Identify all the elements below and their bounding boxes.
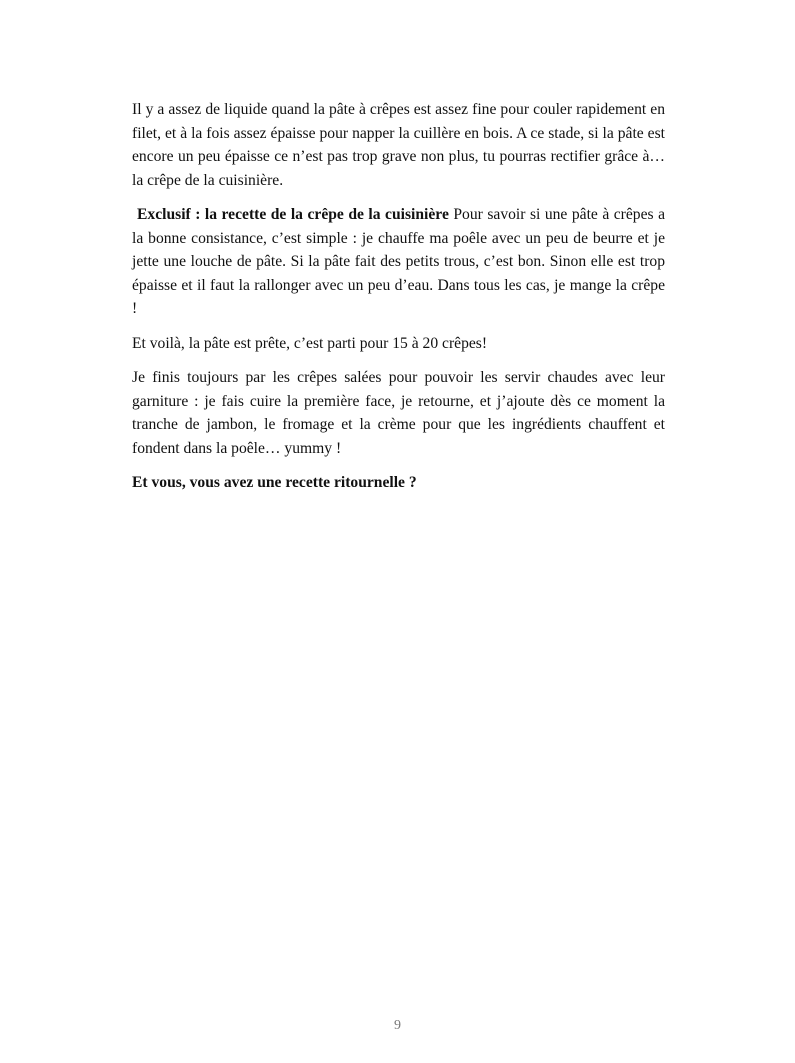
paragraph-savory-crepes: Je finis toujours par les crêpes salées pour pouvoir les servir chaudes avec leur garniture : je fais cuire la première face, je retourne, et j’ajoute dès ce moment la tranche de jambon, le fromage et la crème pour que les ingrédients chauffent et fondent dans la poêle… yummy !	[132, 369, 665, 457]
closing-question: Et vous, vous avez une recette ritournelle ?	[132, 474, 417, 491]
paragraph-cook-crepe	[132, 203, 665, 321]
exclusive-heading: Exclusif : la recette de la crêpe de la cuisinière	[137, 206, 449, 223]
exclusive-body: Pour savoir si une pâte à crêpes a la bonne consistance, c’est simple : je chauffe ma poêle avec un peu de beurre et je jette une louche de pâte. Si la pâte fait des petits trous, c’est bon. Sinon elle est trop épaisse et il faut la rallonger avec un peu d’eau. Dans tous les cas, je mange la crêpe !	[132, 206, 665, 317]
page-body	[132, 98, 665, 506]
paragraph-batter-ready: Et voilà, la pâte est prête, c’est parti pour 15 à 20 crêpes!	[132, 334, 488, 352]
paragraph-liquid-consistency: Il y a assez de liquide quand la pâte à crêpes est assez fine pour couler rapidement en filet, et à la fois assez épaisse pour napper la cuillère en bois. A ce stade, si la pâte est encore un peu épaisse ce n’est pas trop grave non plus, tu pourras rectifier grâce à… la crêpe de la cuisinière.	[132, 101, 665, 189]
page-number: 9	[394, 1018, 401, 1033]
